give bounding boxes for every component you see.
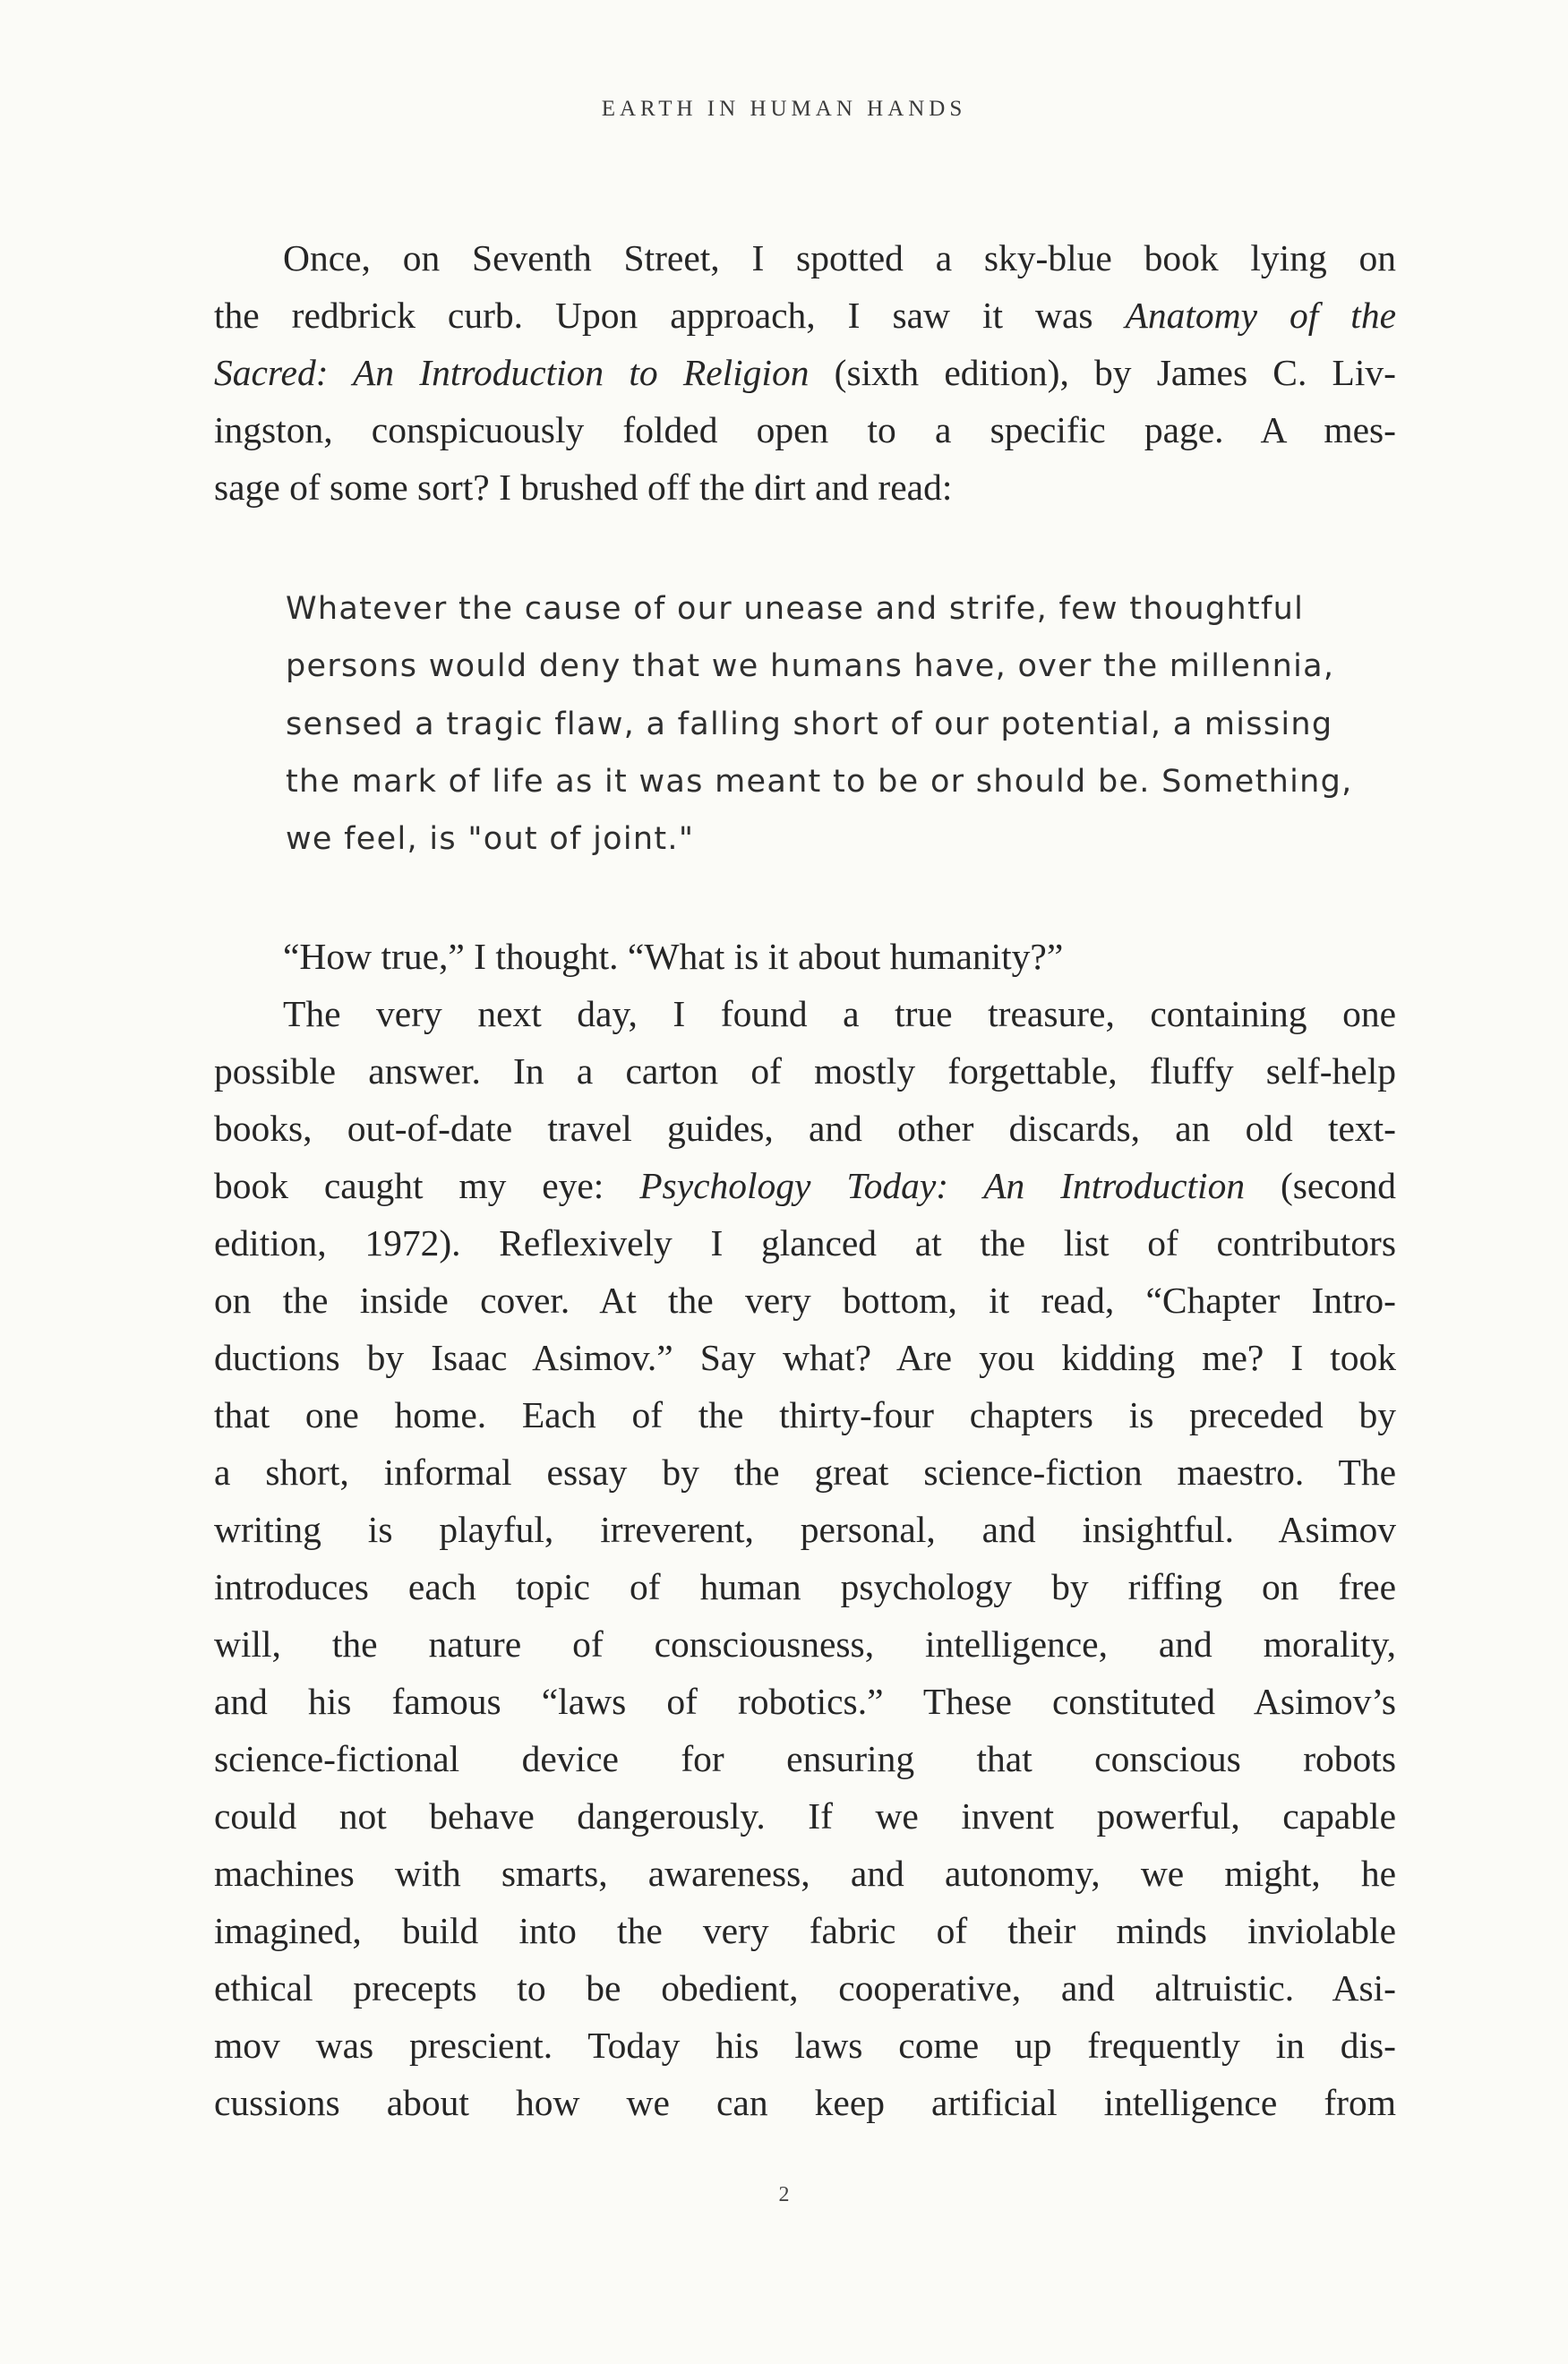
text-line: The very next day, I found a true treasure, containing one	[283, 993, 1396, 1034]
book-title-italic: Anatomy of the	[1125, 295, 1396, 336]
text-line: machines with smarts, awareness, and autonomy, we might, he	[214, 1853, 1396, 1894]
text-line: mov was prescient. Today his laws come up frequently in dis-	[214, 2025, 1396, 2066]
book-title-italic: Sacred: An Introduction to Religion	[214, 352, 810, 393]
page-number: 2	[778, 2183, 790, 2206]
text-line: science-fictional device for ensuring that conscious robots	[214, 1738, 1396, 1779]
text-line	[214, 287, 1396, 344]
text-line: will, the nature of consciousness, intelligence, and morality,	[214, 1623, 1396, 1665]
quote-line: sensed a tragic flaw, a falling short of our potential, a missing	[286, 707, 1333, 742]
text-line: writing is playful, irreverent, personal, and insightful. Asimov	[214, 1509, 1396, 1550]
book-title-italic: Psychology Today: An Introduction	[639, 1165, 1246, 1206]
text-line: on the inside cover. At the very bottom, it read, “Chapter Intro-	[214, 1280, 1396, 1321]
text-span: (second	[1245, 1165, 1397, 1206]
text-line: cussions about how we can keep artificial intelligence from	[214, 2082, 1396, 2123]
text-line: that one home. Each of the thirty-four chapters is preceded by	[214, 1394, 1396, 1435]
text-line	[214, 1157, 1396, 1214]
text-line: ingston, conspicuously folded open to a specific page. A mes-	[214, 409, 1396, 450]
text-line: imagined, build into the very fabric of their minds inviolable	[214, 1910, 1396, 1951]
text-line: ethical precepts to be obedient, cooperative, and altruistic. Asi-	[214, 1967, 1396, 2009]
text-line: and his famous “laws of robotics.” These constituted Asimov’s	[214, 1681, 1396, 1722]
text-span: book caught my eye:	[214, 1165, 640, 1206]
text-span: (sixth edition), by James C. Liv-	[809, 352, 1396, 393]
quote-line: the mark of life as it was meant to be or should be. Something,	[286, 764, 1353, 800]
text-line: a short, informal essay by the great science-fiction maestro. The	[214, 1452, 1396, 1493]
quote-line: Whatever the cause of our unease and strife, few thoughtful	[286, 591, 1305, 627]
text-span: the redbrick curb. Upon approach, I saw it was	[214, 295, 1126, 336]
text-line: sage of some sort? I brushed off the dirt and read:	[214, 467, 953, 508]
text-line: possible answer. In a carton of mostly forgettable, fluffy self-help	[214, 1050, 1396, 1092]
text-line: ductions by Isaac Asimov.” Say what? Are you kidding me? I took	[214, 1337, 1396, 1378]
text-line: introduces each topic of human psychology by riffing on free	[214, 1566, 1396, 1607]
quote-line: we feel, is "out of joint."	[286, 821, 695, 857]
text-line	[214, 344, 1396, 401]
running-head: EARTH IN HUMAN HANDS	[601, 97, 967, 121]
text-line: Once, on Seventh Street, I spotted a sky-blue book lying on	[283, 237, 1396, 278]
text-line: edition, 1972). Reflexively I glanced at the list of contributors	[214, 1222, 1396, 1263]
quote-line: persons would deny that we humans have, over the millennia,	[286, 648, 1335, 684]
text-line: could not behave dangerously. If we invent powerful, capable	[214, 1795, 1396, 1837]
text-line: “How true,” I thought. “What is it about humanity?”	[283, 936, 1064, 977]
text-line: books, out-of-date travel guides, and other discards, an old text-	[214, 1108, 1396, 1149]
